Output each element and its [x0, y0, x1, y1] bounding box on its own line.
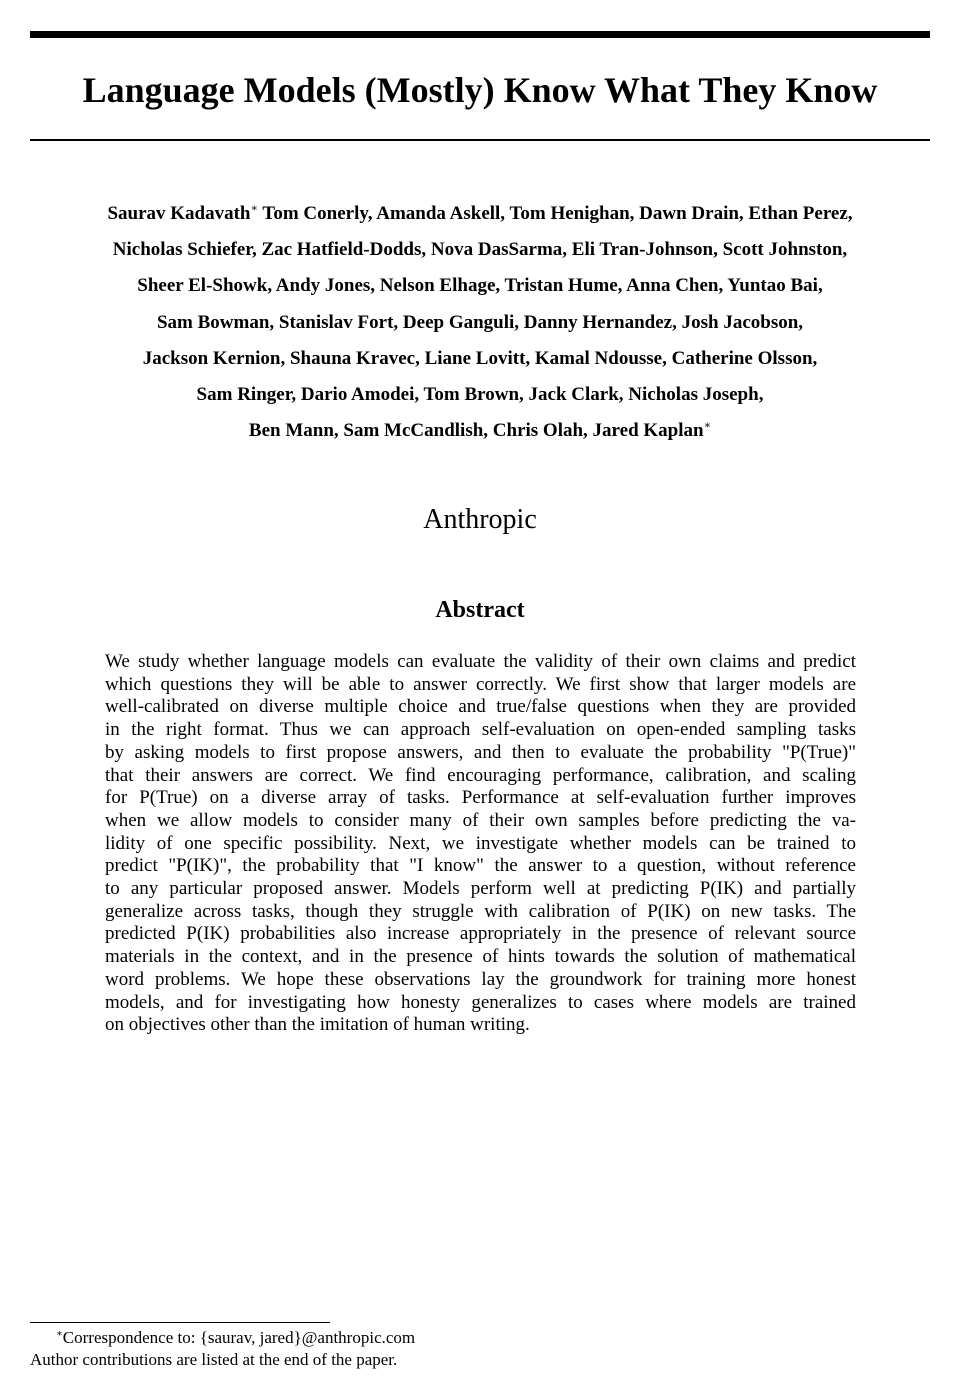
- author-line: Nicholas Schiefer, Zac Hatfield-Dodds, Nova DasSarma, Eli Tran-Johnson, Scott Johnston,: [112, 239, 848, 261]
- author-footnote-marker: ∗: [250, 202, 258, 215]
- abstract-line: by asking models to first propose answers, and then to evaluate the probability "P(True)": [105, 741, 856, 763]
- author-line: Sam Bowman, Stanislav Fort, Deep Ganguli, Danny Hernandez, Josh Jacobson,: [156, 311, 804, 333]
- abstract-line: that their answers are correct. We find encouraging performance, calibration, and scaling: [105, 764, 856, 786]
- author-first: Saurav Kadavath: [107, 203, 251, 224]
- footnote-contributions: Author contributions are listed at the end of the paper.: [30, 1350, 398, 1369]
- author-line: [30, 196, 930, 232]
- abstract-heading: Abstract: [435, 597, 525, 623]
- abstract-line: in the right format. Thus we can approach self-evaluation on open-ended sampling tasks: [105, 719, 856, 741]
- footnote-correspondence: [56, 1327, 415, 1349]
- author-line: [30, 413, 930, 449]
- footnote-rule: [30, 1322, 330, 1323]
- affiliation: Anthropic: [423, 504, 537, 535]
- abstract-body: [105, 651, 856, 1037]
- abstract-line: when we allow models to consider many of their own samples before predicting the va-: [105, 809, 856, 831]
- abstract-line: on objectives other than the imitation of human writing.: [105, 1014, 530, 1036]
- author-last-line: Ben Mann, Sam McCandlish, Chris Olah, Jared Kaplan: [248, 420, 704, 442]
- title-bottom-rule: [30, 139, 930, 141]
- title-top-rule: [30, 31, 930, 38]
- abstract-line: models, and for investigating how honesty generalizes to cases where models are trained: [105, 991, 856, 1013]
- abstract-line: predict "P(IK)", the probability that "I know" the answer to a question, without reference: [105, 855, 856, 877]
- abstract-line: which questions they will be able to answer correctly. We first show that larger models are: [105, 673, 856, 695]
- paper-title: Language Models (Mostly) Know What They Know: [82, 70, 878, 110]
- abstract-line: generalize across tasks, though they struggle with calibration of P(IK) on new tasks. The: [105, 900, 856, 922]
- abstract-line: to any particular proposed answer. Models perform well at predicting P(IK) and partially: [105, 878, 856, 900]
- abstract-line: well-calibrated on diverse multiple choice and true/false questions when they are provided: [105, 696, 856, 718]
- footnote-correspondence-text: Correspondence to: {saurav, jared}@anthropic.com: [62, 1328, 416, 1347]
- abstract-line: for P(True) on a diverse array of tasks. Performance at self-evaluation further improves: [105, 787, 856, 809]
- abstract-line: word problems. We hope these observations lay the groundwork for training more honest: [105, 968, 856, 990]
- author-line: Sheer El-Showk, Andy Jones, Nelson Elhage, Tristan Hume, Anna Chen, Yuntao Bai,: [137, 275, 823, 297]
- author-line-1-rest: Tom Conerly, Amanda Askell, Tom Henighan, Dawn Drain, Ethan Perez,: [262, 203, 853, 224]
- author-list: [30, 196, 930, 449]
- author-line: Sam Ringer, Dario Amodei, Tom Brown, Jack Clark, Nicholas Joseph,: [196, 384, 764, 406]
- abstract-line: We study whether language models can evaluate the validity of their own claims and predict: [105, 651, 856, 672]
- abstract-line: lidity of one specific possibility. Next, we investigate whether models can be trained to: [105, 832, 856, 854]
- author-line: Jackson Kernion, Shauna Kravec, Liane Lovitt, Kamal Ndousse, Catherine Olsson,: [142, 347, 818, 369]
- footnote-marker: ∗: [56, 1328, 63, 1340]
- abstract-line: predicted P(IK) probabilities also increase appropriately in the presence of relevant source: [105, 923, 856, 945]
- abstract-line: materials in the context, and in the presence of hints towards the solution of mathematical: [105, 946, 856, 968]
- author-footnote-marker: ∗: [703, 419, 712, 432]
